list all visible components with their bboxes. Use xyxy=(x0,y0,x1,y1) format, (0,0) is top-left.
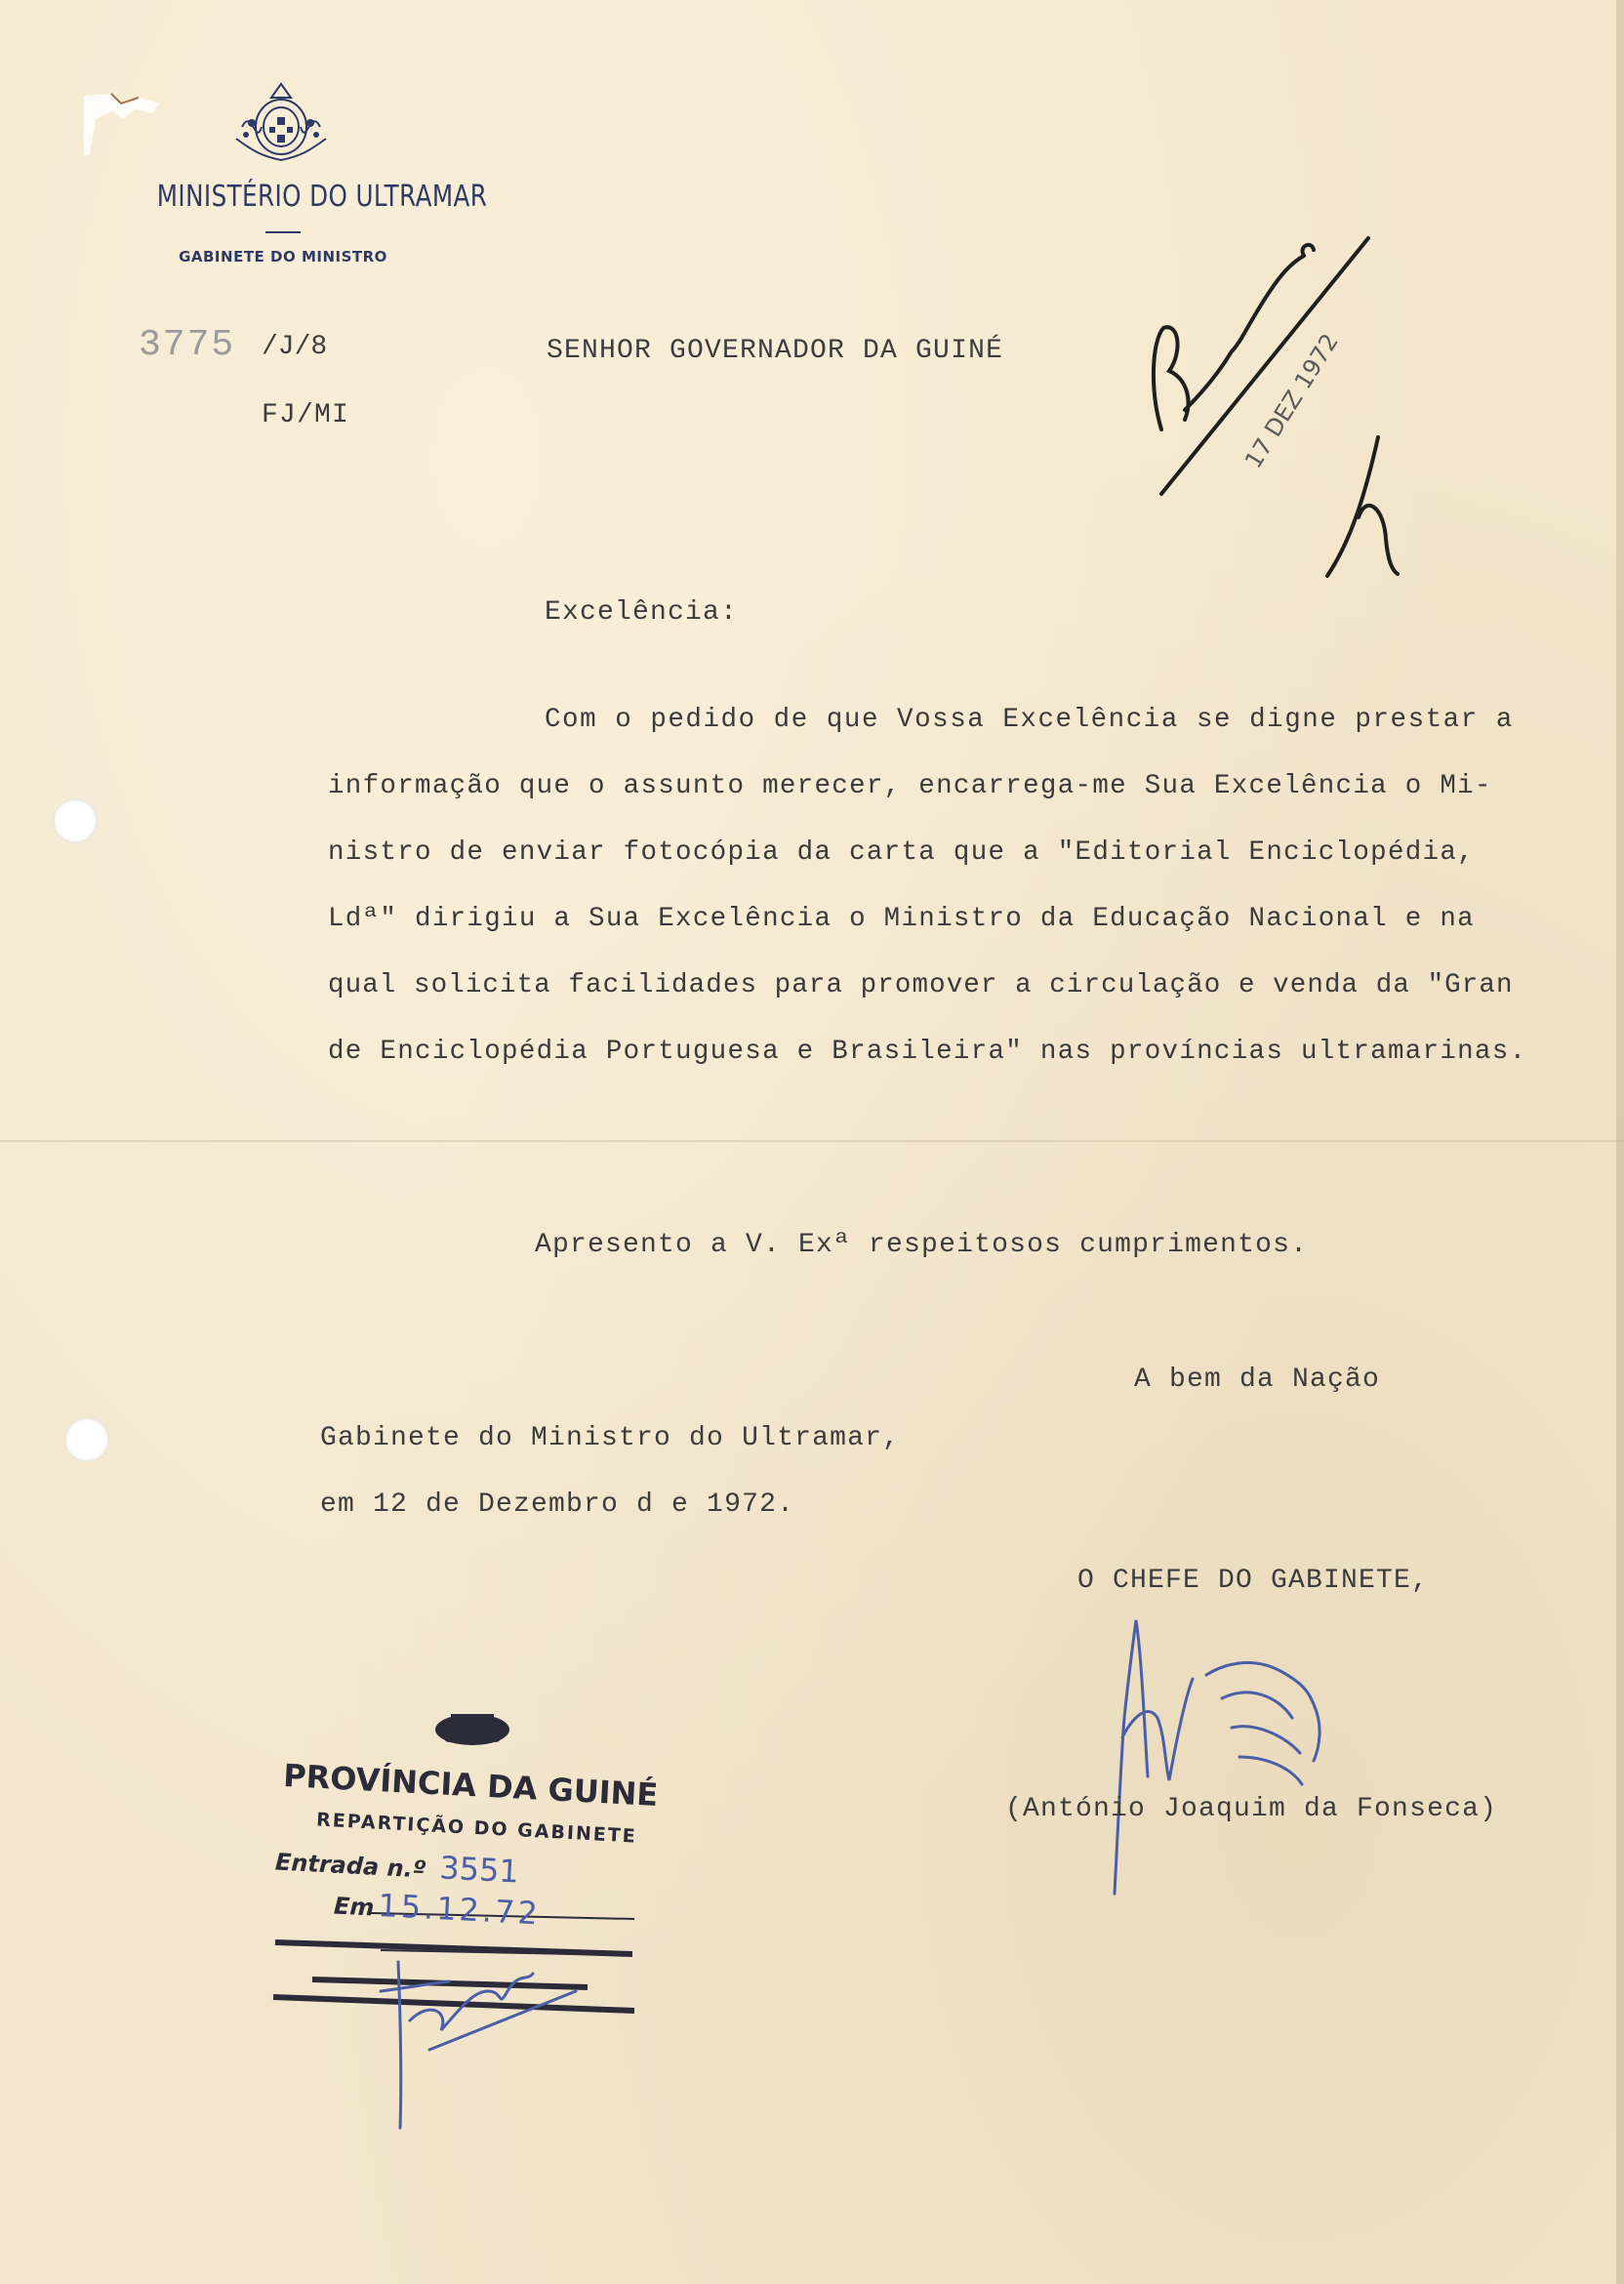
salutation: Excelência: xyxy=(545,597,739,628)
body-text: de Enciclopédia Portuguesa e Brasileira" nas províncias ultramarinas. xyxy=(328,1037,1527,1067)
stamp-entry-number: 3551 xyxy=(438,1849,520,1891)
date-line: em 12 de Dezembro d e 1972. xyxy=(320,1489,795,1520)
addressee: SENHOR GOVERNADOR DA GUINÉ xyxy=(547,336,1004,366)
office-title: GABINETE DO MINISTRO xyxy=(179,248,387,265)
stamp-entry-label: Entrada n.º xyxy=(274,1848,426,1884)
date-received-stamp: 17 DEZ 1972 xyxy=(1239,328,1344,473)
body-text: Ldª" dirigiu a Sua Excelência o Ministro da Educação Nacional e na xyxy=(328,904,1475,934)
signatory-name: (António Joaquim da Fonseca) xyxy=(1005,1794,1498,1824)
receipt-stamp xyxy=(264,1698,673,2147)
body-text: qual solicita facilidades para promover a circulação e venda da "Gran xyxy=(328,970,1514,1000)
signatory-title: O CHEFE DO GABINETE, xyxy=(1077,1566,1430,1596)
body-text: Com o pedido de que Vossa Excelência se digne prestar a xyxy=(545,705,1514,735)
place-line: Gabinete do Ministro do Ultramar, xyxy=(320,1423,901,1453)
stamp-date-value: 15.12.72 xyxy=(377,1886,542,1933)
reference-suffix: /J/8 xyxy=(262,332,328,362)
ministry-title: MINISTÉRIO DO ULTRAMAR xyxy=(156,180,488,214)
motto: A bem da Nação xyxy=(1134,1365,1381,1395)
closing-line: Apresento a V. Exª respeitosos cumprimentos. xyxy=(535,1230,1309,1260)
reference-initials: FJ/MI xyxy=(262,400,350,430)
body-text: informação que o assunto merecer, encarrega-me Sua Excelência o Mi- xyxy=(328,771,1492,801)
stamp-date-label: Em xyxy=(333,1892,376,1922)
body-text: nistro de enviar fotocópia da carta que a "Editorial Enciclopédia, xyxy=(328,837,1475,868)
stamp-title: PROVÍNCIA DA GUINÉ xyxy=(282,1756,660,1815)
stamp-subtitle: REPARTIÇÃO DO GABINETE xyxy=(315,1809,638,1848)
reference-number: 3775 xyxy=(139,324,236,366)
